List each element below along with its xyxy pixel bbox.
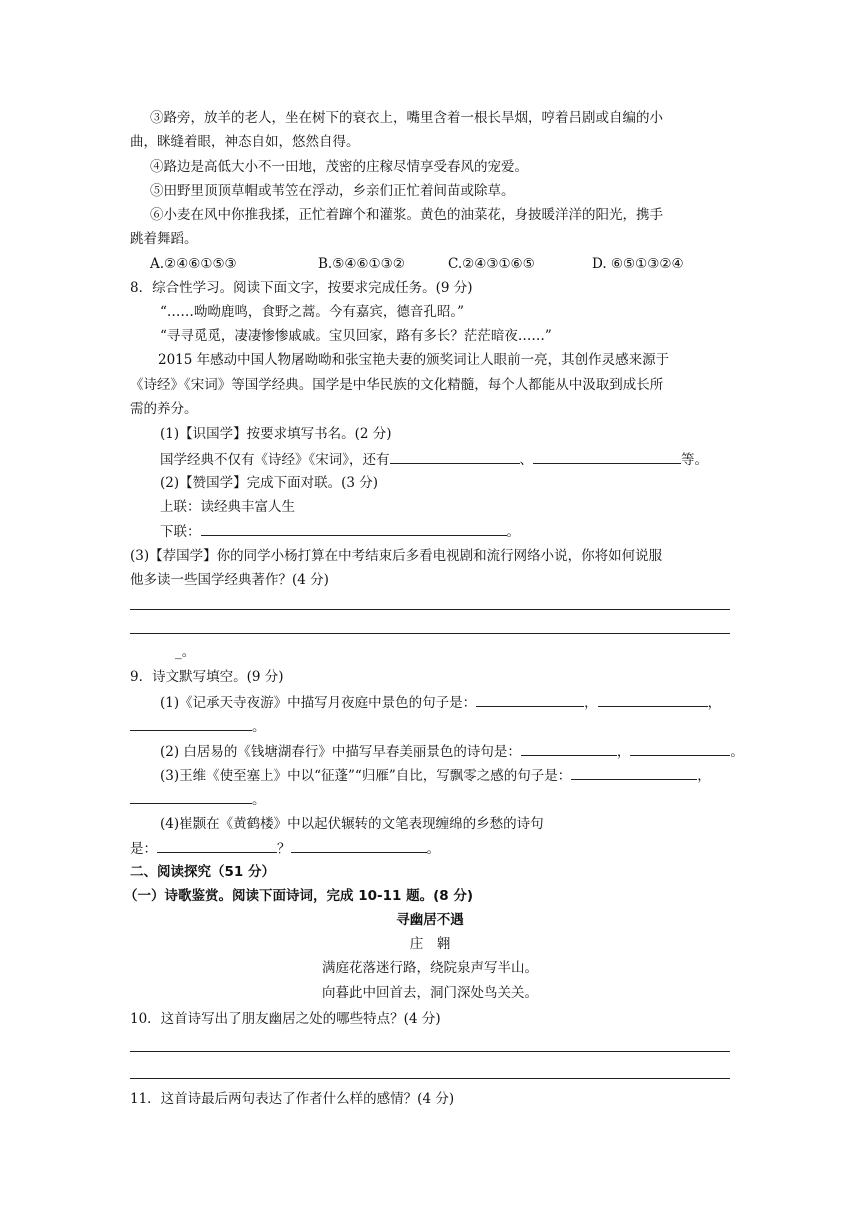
q9-period: 。 (426, 841, 440, 857)
q9-s1-blank-1[interactable] (476, 692, 584, 707)
q8-sub3-end: _。 (175, 644, 196, 660)
q8-sub1-blank-1[interactable] (390, 449, 520, 464)
q9-s3-line-2 (130, 789, 266, 810)
q7-sentence-6-line-2: 跳着舞蹈。 (130, 231, 198, 247)
q9-s3-text: (3)王维《使至塞上》中以“征蓬”“归雁”自比，写飘零之感的句子是： (160, 768, 572, 784)
q9-period: 。 (730, 744, 744, 760)
q9-s4-blank-2[interactable] (291, 838, 427, 853)
q8-quote-1: “……呦呦鹿鸣，食野之蒿。今有嘉宾，德音孔昭。” (160, 304, 465, 320)
q9-comma: ， (707, 695, 722, 711)
q8-sub2-lower-line (160, 521, 520, 542)
q8-sub1-sep: 、 (519, 452, 533, 468)
q8-sub2-end: 。 (506, 524, 520, 540)
q9-s3-blank-2[interactable] (130, 789, 252, 804)
q9-s1-text: (1)《记承天寺夜游》中描写月夜庭中景色的句子是： (160, 695, 477, 711)
q9-s3-line (160, 765, 711, 786)
q9-s1-line (160, 692, 721, 713)
q7-sentence-3-line-1: ③路旁，放羊的老人，坐在树下的衰衣上，嘴里含着一根长旱烟，哼着吕剧或自编的小 (150, 110, 663, 126)
q8-answer-line-2[interactable] (130, 633, 730, 634)
q10-answer-line-1[interactable] (130, 1051, 730, 1052)
q8-para-line-3: 需的养分。 (130, 401, 198, 417)
q8-para-line-2: 《诗经》《宋词》等国学经典。国学是中华民族的文化精髓，每个人都能从中汲取到成长所 (130, 377, 664, 393)
q8-sub3-line-1: (3)【荐国学】你的同学小杨打算在中考结束后多看电视剧和流行网络小说，你将如何说服 (130, 548, 663, 564)
q9-comma: ， (697, 768, 711, 784)
q9-s1-line-2 (130, 716, 266, 737)
poem-line-1: 满庭花落迷行路，绕院泉声写半山。 (322, 960, 538, 976)
q9-s3-blank-1[interactable] (571, 765, 697, 780)
q8-quote-2: “寻寻觅觅，凄凄惨惨戚戚。宝贝回家，路有多长？茫茫暗夜……” (160, 328, 552, 344)
q7-option-d[interactable]: D. ⑥⑤①③②④ (592, 256, 684, 272)
q8-sub1-title: (1)【识国学】按要求填写书名。(2 分) (160, 426, 392, 442)
q9-s4-line-1: (4)崔颢在《黄鹤楼》中以起伏辗转的文笔表现缠绵的乡愁的诗句 (160, 816, 544, 832)
q7-option-b[interactable]: B.⑤④⑥①③② (318, 256, 405, 272)
q9-title: 9．诗文默写填空。(9 分) (130, 669, 284, 685)
q8-answer-line-1[interactable] (130, 609, 730, 610)
q8-sub1-text: 国学经典不仅有《诗经》《宋词》，还有 (160, 452, 390, 468)
q11-title: 11．这首诗最后两句表达了作者什么样的感情？(4 分) (130, 1091, 455, 1107)
q7-sentence-6-line-1: ⑥小麦在风中你推我揉，正忙着蹿个和灌浆。黄色的油菜花，身披暖洋洋的阳光，携手 (150, 207, 663, 223)
q8-sub2-lower-label: 下联： (160, 524, 201, 540)
poem-author: 庄 翱 (409, 936, 451, 952)
q9-s4-line-2 (130, 838, 440, 859)
q7-sentence-3-line-2: 曲，眯缝着眼，神态自如，悠然自得。 (130, 134, 360, 150)
q9-period: 。 (252, 719, 266, 735)
q8-sub2-upper: 上联：读经典丰富人生 (160, 499, 295, 515)
section-2-sub-1: （一）诗歌鉴赏。阅读下面诗词，完成 10-11 题。(8 分) (124, 888, 474, 904)
q8-sub2-title: (2)【赞国学】完成下面对联。(3 分) (160, 475, 379, 491)
q8-sub3-line-2: 他多读一些国学经典著作？(4 分) (130, 572, 329, 588)
q8-sub1-blank-2[interactable] (533, 449, 681, 464)
q9-comma: ， (584, 695, 598, 711)
section-2-title: 二、阅读探究（51 分） (130, 864, 275, 880)
q10-title: 10．这首诗写出了朋友幽居之处的哪些特点？(4 分) (130, 1011, 441, 1027)
q7-sentence-4: ④路边是高低大小不一田地，茂密的庄稼尽情享受春风的宠爱。 (150, 159, 528, 175)
q8-sub2-blank[interactable] (201, 521, 507, 536)
q9-s4-blank-1[interactable] (157, 838, 277, 853)
q9-period: 。 (252, 792, 266, 808)
q9-s1-blank-3[interactable] (130, 716, 252, 731)
q8-para-line-1: 2015 年感动中国人物屠呦呦和张宝艳夫妻的颁奖词让人眼前一亮，其创作灵感来源于 (158, 352, 670, 368)
q9-s1-blank-2[interactable] (598, 692, 708, 707)
q7-option-c[interactable]: C.②④③①⑥⑤ (448, 256, 535, 272)
poem-line-2: 向暮此中回首去，洞门深处鸟关关。 (322, 985, 538, 1001)
q8-sub1-line (160, 449, 708, 470)
q9-s2-line (160, 741, 744, 762)
q9-s4-label: 是： (130, 841, 157, 857)
poem-title: 寻幽居不遇 (396, 912, 464, 928)
q9-s2-blank-1[interactable] (521, 741, 617, 756)
q8-sub1-end: 等。 (681, 452, 708, 468)
q9-qmark: ？ (277, 841, 291, 857)
q9-s2-blank-2[interactable] (630, 741, 730, 756)
q7-option-a[interactable]: A.②④⑥①⑤③ (150, 256, 237, 272)
q8-title: 8．综合性学习。阅读下面文字，按要求完成任务。(9 分) (130, 280, 473, 296)
q10-answer-line-2[interactable] (130, 1078, 730, 1079)
q7-sentence-5: ⑤田野里顶顶草帽或苇笠在浮动，乡亲们正忙着间苗或除草。 (150, 183, 515, 199)
q9-comma: ， (616, 744, 631, 760)
q9-s2-text: (2) 白居易的《钱塘湖春行》中描写早春美丽景色的诗句是： (160, 744, 521, 760)
